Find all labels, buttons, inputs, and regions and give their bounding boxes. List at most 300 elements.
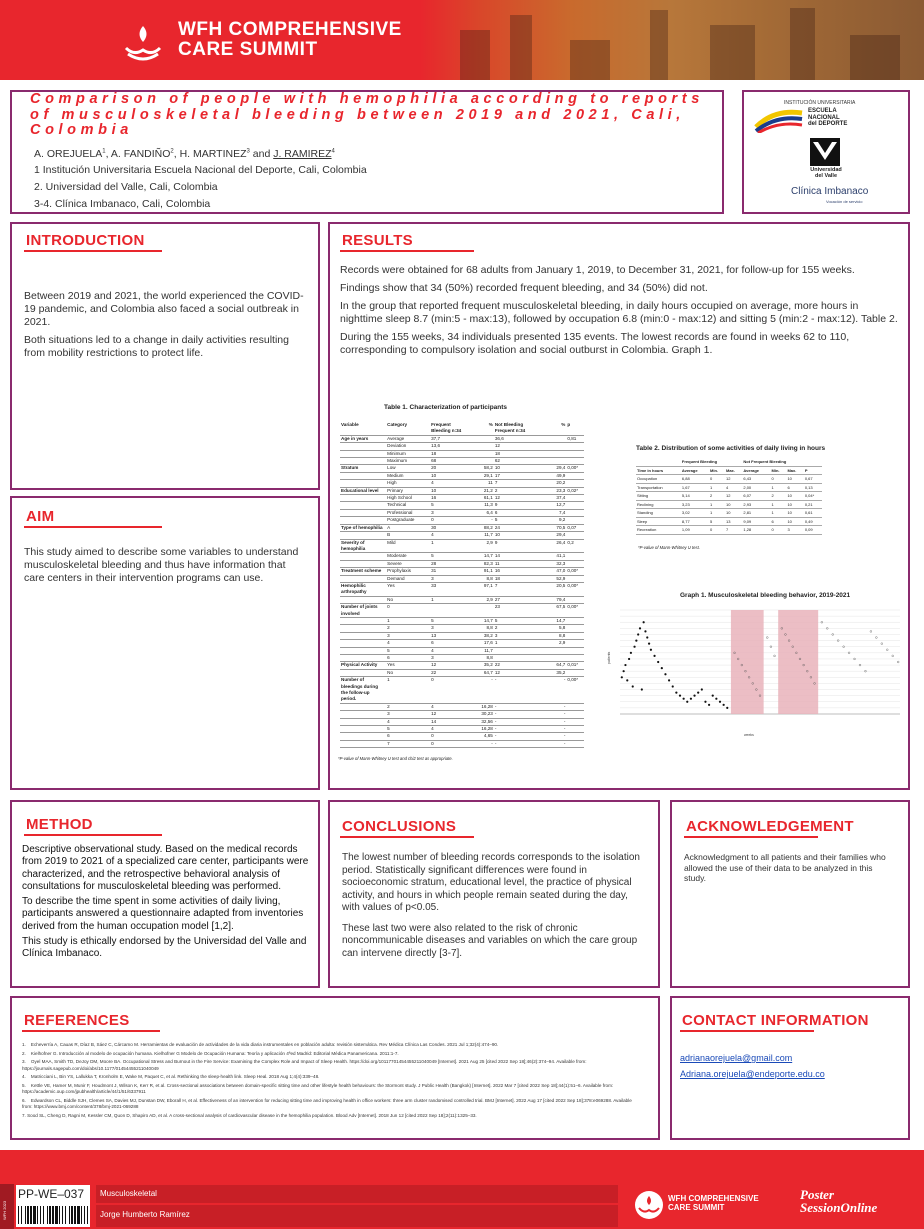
table-cell bbox=[566, 472, 584, 479]
table-cell: 3,23 bbox=[681, 500, 709, 509]
table-cell: Occupation bbox=[636, 475, 681, 484]
table-cell: 1 bbox=[709, 483, 725, 492]
graph1-point bbox=[639, 627, 641, 629]
table-header-cell: Time in hours bbox=[636, 466, 681, 475]
table-row bbox=[636, 526, 822, 535]
affiliation-2: 2. Universidad del Valle, Cali, Colombia bbox=[34, 181, 218, 193]
table-cell: - bbox=[494, 711, 540, 718]
table-cell: 58,2 bbox=[465, 465, 494, 472]
table-cell: 37,7 bbox=[430, 435, 465, 442]
graph1-point bbox=[875, 637, 877, 639]
heading-underline bbox=[340, 836, 474, 838]
table-cell: 2 bbox=[494, 625, 540, 632]
conclusions-text bbox=[342, 852, 648, 965]
imbanaco-logo: Clínica Imbanaco bbox=[791, 186, 869, 197]
table-cell: 9 bbox=[494, 539, 540, 553]
table-row bbox=[340, 625, 584, 632]
end-logo-icon bbox=[754, 107, 804, 133]
footer-side-tag: WFH 2023 bbox=[2, 1200, 7, 1220]
table-cell: Professional bbox=[386, 509, 430, 516]
table-cell: 4 bbox=[430, 480, 465, 487]
table-row bbox=[340, 711, 584, 718]
barcode-bar bbox=[69, 1206, 70, 1224]
table-cell: 9 bbox=[494, 502, 540, 509]
heading-underline bbox=[22, 1030, 160, 1032]
graph1-title: Graph 1. Musculoskeletal bleeding behavior, 2019-2021 bbox=[680, 592, 851, 599]
barcode-bar bbox=[49, 1206, 51, 1224]
barcode-bar bbox=[43, 1206, 44, 1224]
table-cell bbox=[340, 740, 386, 747]
table-cell: 10 bbox=[786, 475, 803, 484]
table-cell: 2 bbox=[386, 703, 430, 710]
table-cell bbox=[340, 647, 386, 654]
table-row bbox=[340, 465, 584, 472]
barcode-bar bbox=[27, 1206, 29, 1224]
table-cell: 4 bbox=[386, 640, 430, 647]
graph1-point bbox=[624, 664, 626, 666]
summit-title bbox=[178, 20, 402, 60]
table-cell: 3 bbox=[386, 711, 430, 718]
reference-item: 5. Kettle VE, Hamer M, Munir F, Houdmont J, Wilson K, Kerr R, et al. Cross-sectional associations between domain-specific sitting time and other lifestyle health behaviours: the Stormont study. J Public Health (Bangkok) [Internet]. 2022 Mar 7 [cited 2022 Sep 18];44(1):51–6. Available from: https://academic.oup.com/jpubhealth/article/44/1/51/6337911 bbox=[22, 1083, 614, 1095]
table-cell bbox=[566, 443, 584, 450]
author-sup: 2 bbox=[170, 148, 174, 155]
table-cell: 0,49 bbox=[804, 517, 822, 526]
table-cell: 27 bbox=[494, 596, 540, 603]
table-cell: 1 bbox=[771, 483, 787, 492]
table-cell: High School bbox=[386, 495, 430, 502]
table-cell bbox=[494, 655, 540, 662]
table-header-cell: Frequent Bleeding n:34 bbox=[430, 422, 465, 435]
graph1-point bbox=[726, 707, 728, 709]
table-cell: Type of hemophilia bbox=[340, 524, 386, 531]
table-header-cell bbox=[636, 458, 681, 466]
graph1-xlabel: weeks bbox=[744, 733, 754, 737]
barcode-bar bbox=[47, 1206, 48, 1224]
graph1-point bbox=[661, 667, 663, 669]
table1-header-row bbox=[340, 422, 584, 435]
table-cell: 12 bbox=[494, 495, 540, 502]
table-cell: - bbox=[540, 711, 566, 718]
table-cell: 10 bbox=[786, 492, 803, 501]
author-sup: 4 bbox=[331, 148, 335, 155]
table-cell bbox=[465, 435, 494, 442]
heading-underline bbox=[24, 834, 162, 836]
poster-session-online-logo bbox=[800, 1188, 877, 1214]
table-cell: 4 bbox=[430, 703, 465, 710]
reference-item: 4. Matricciani L, Bin YS, Lallukka T, Kronholm E, Wake M, Paquet C, et al. Rethinking the sleep-health link. Sleep Heal. 2018 Aug 1;4(4):339–48. bbox=[22, 1074, 320, 1080]
table-cell: B bbox=[386, 532, 430, 539]
wfh-hands-icon bbox=[120, 18, 166, 64]
table2-body bbox=[636, 475, 822, 535]
table-cell bbox=[340, 625, 386, 632]
table-cell bbox=[566, 669, 584, 676]
table-cell: 61,1 bbox=[465, 495, 494, 502]
table-cell: 35,2 bbox=[540, 669, 566, 676]
table-cell: 16,28 bbox=[465, 726, 494, 733]
footer-summit-line: CARE SUMMIT bbox=[668, 1203, 725, 1212]
table-cell: - bbox=[465, 740, 494, 747]
table-cell bbox=[566, 553, 584, 560]
graph1-point bbox=[650, 649, 652, 651]
table-row bbox=[340, 568, 584, 575]
table-cell: 1 bbox=[494, 640, 540, 647]
table-cell: 37,4 bbox=[540, 495, 566, 502]
table-cell: 3 bbox=[430, 655, 465, 662]
reference-item: 7. Sood SL, Cheng D, Ragni M, Kessler CM, Quon D, Shapiro AD, et al. A cross-sectional analysis of cardiovascular disease in the hemophilia population. Blood Adv [Internet]. 2018 Jun 12 [cited 2022 Sep 18];2(11):1325–33. bbox=[22, 1112, 477, 1118]
table-cell: 0 bbox=[771, 526, 787, 535]
table-cell: Mild bbox=[386, 539, 430, 553]
barcode-bar bbox=[33, 1206, 36, 1224]
affiliation-1: 1 Institución Universitaria Escuela Nacional del Deporte, Cali, Colombia bbox=[34, 164, 367, 176]
graph1-point bbox=[653, 655, 655, 657]
table-cell: 6 bbox=[771, 517, 787, 526]
graph1-point bbox=[626, 679, 628, 681]
table-cell: 0,2 bbox=[566, 539, 584, 553]
table-cell bbox=[340, 617, 386, 624]
table-cell: No bbox=[386, 596, 430, 603]
heading-underline bbox=[684, 836, 818, 838]
aim-text bbox=[24, 546, 304, 590]
paragraph: In the group that reported frequent musculoskeletal bleeding, in daily hours occupied on average, more hours in nighttime sleep 8.7 (min:5 - max:13), followed by occupation 6.8 (min:0 - max:12) and sitting 5 (min:2 - max:12). Table 2. bbox=[340, 300, 898, 325]
table-cell: 2,9 bbox=[465, 596, 494, 603]
table-cell bbox=[340, 517, 386, 524]
table-cell: 8,8 bbox=[540, 632, 566, 639]
table-cell: 30,23 bbox=[465, 711, 494, 718]
table-cell: Medium bbox=[386, 472, 430, 479]
table-cell: 12,7 bbox=[540, 502, 566, 509]
graph1-point bbox=[630, 652, 632, 654]
reference-item: 3. Oyel MAA, Smith TD, DeJoy DM, Moore BA. Occupational Stress and Burnout in the Fire Service: Examining the Complex Role and Impact of Sleep Health. https://doi.org/10117701454455211040049 [Internet]. 2021 Aug 25 [cited 2022 Sep 18];46(2):374–94. Available from: https://journals.sagepub.com/doi/abs/10.1177/01454455211040049 bbox=[22, 1059, 587, 1071]
author-sup: 3 bbox=[246, 148, 250, 155]
footer-presenter: Jorge Humberto Ramírez bbox=[100, 1210, 190, 1219]
table-cell: 16 bbox=[494, 568, 540, 575]
paragraph: These last two were also related to the risk of chronic noncommunicable diseases and variables on which the care group can intervene directly [3-7]. bbox=[342, 922, 638, 959]
author-name: A. OREJUELA bbox=[34, 148, 103, 160]
table-cell: 26,4 bbox=[540, 539, 566, 553]
barcode-bar bbox=[55, 1206, 58, 1224]
table-cell bbox=[340, 711, 386, 718]
table-cell: 3 bbox=[430, 625, 465, 632]
table-cell: 79,4 bbox=[540, 596, 566, 603]
graph1-point bbox=[644, 630, 646, 632]
table-cell: 10 bbox=[725, 509, 742, 518]
table-cell: 24 bbox=[494, 524, 540, 531]
paragraph: Records were obtained for 68 adults from January 1, 2019, to December 31, 2021, for follow-up for 155 weeks. bbox=[340, 264, 855, 276]
table-cell: 0,00* bbox=[566, 568, 584, 575]
table-cell: 14,7 bbox=[540, 617, 566, 624]
table-cell: 4 bbox=[386, 718, 430, 725]
references-list bbox=[22, 1042, 638, 1122]
table-cell bbox=[566, 617, 584, 624]
table-cell: Reclining bbox=[636, 500, 681, 509]
table-cell: 12 bbox=[725, 475, 742, 484]
table-cell bbox=[566, 502, 584, 509]
table-cell: 4 bbox=[725, 483, 742, 492]
table-header-cell: Min. bbox=[771, 466, 787, 475]
barcode-bar bbox=[77, 1206, 80, 1224]
univalle-line: Universidad bbox=[810, 167, 842, 173]
table-cell: 11 bbox=[494, 560, 540, 567]
table-row bbox=[340, 604, 584, 618]
table-cell: 18 bbox=[494, 575, 540, 582]
table-cell: 7,4 bbox=[540, 509, 566, 516]
table-cell: 3,02 bbox=[681, 509, 709, 518]
table-cell: 67,5 bbox=[540, 604, 566, 618]
table-cell: 0,02* bbox=[566, 487, 584, 494]
table-cell: 0 bbox=[709, 475, 725, 484]
table-cell: 29,1 bbox=[465, 472, 494, 479]
table-row bbox=[636, 517, 822, 526]
table-cell: 64,7 bbox=[465, 669, 494, 676]
table-cell: 28 bbox=[430, 560, 465, 567]
table-cell: 0,01* bbox=[566, 662, 584, 669]
table-cell bbox=[566, 560, 584, 567]
barcode-bar bbox=[59, 1206, 60, 1224]
table-cell: High bbox=[386, 480, 430, 487]
table-cell bbox=[340, 575, 386, 582]
introduction-heading: INTRODUCTION bbox=[26, 232, 145, 249]
table-cell: 3 bbox=[786, 526, 803, 535]
table-cell bbox=[465, 458, 494, 465]
table-cell: 2 bbox=[386, 625, 430, 632]
table-cell: 0 bbox=[386, 604, 430, 618]
table-cell bbox=[566, 458, 584, 465]
table1 bbox=[340, 422, 584, 748]
table-cell: Prophylaxis bbox=[386, 568, 430, 575]
barcode-bar bbox=[81, 1206, 82, 1224]
footer-summit-line: WFH COMPREHENSIVE bbox=[668, 1194, 759, 1203]
table-cell: 70,5 bbox=[540, 524, 566, 531]
aim-heading: AIM bbox=[26, 508, 55, 525]
table-cell: Sleep bbox=[636, 517, 681, 526]
acknowledgement-heading: ACKNOWLEDGEMENT bbox=[686, 818, 854, 835]
table-cell: 8,8 bbox=[465, 575, 494, 582]
table-cell: 4 bbox=[430, 726, 465, 733]
table-cell bbox=[340, 553, 386, 560]
table-cell: - bbox=[494, 677, 540, 704]
table-cell: Technical bbox=[386, 502, 430, 509]
table-cell bbox=[494, 647, 540, 654]
table-cell bbox=[540, 450, 566, 457]
table-cell: 23,3 bbox=[540, 487, 566, 494]
table-cell bbox=[340, 560, 386, 567]
table-cell bbox=[340, 472, 386, 479]
table-cell: 14 bbox=[494, 553, 540, 560]
univalle-logo-text bbox=[808, 167, 844, 179]
barcode-bar bbox=[84, 1206, 85, 1224]
table-row bbox=[340, 640, 584, 647]
graph1-point bbox=[632, 685, 634, 687]
table-cell: - bbox=[540, 740, 566, 747]
wfh-footer-hands-icon bbox=[634, 1190, 664, 1220]
table-row bbox=[636, 500, 822, 509]
table-cell bbox=[566, 517, 584, 524]
table-cell: 16,28 bbox=[465, 703, 494, 710]
table-cell bbox=[540, 655, 566, 662]
table-cell bbox=[566, 640, 584, 647]
graph1-point bbox=[712, 695, 714, 697]
graph1-point bbox=[723, 704, 725, 706]
table-cell: - bbox=[494, 740, 540, 747]
table-cell bbox=[340, 596, 386, 603]
table-cell: Low bbox=[386, 465, 430, 472]
table-cell: 0 bbox=[430, 733, 465, 740]
table-cell: 13,6 bbox=[430, 443, 465, 450]
table-cell: 6 bbox=[786, 483, 803, 492]
table-cell bbox=[430, 604, 465, 618]
table-cell bbox=[540, 435, 566, 442]
table-cell: 6,43 bbox=[742, 475, 770, 484]
graph1-point bbox=[641, 688, 643, 690]
barcode-bar bbox=[71, 1206, 73, 1224]
table-cell: Physical Activity bbox=[340, 662, 386, 669]
paragraph: The lowest number of bleeding records corresponds to the isolation period. Statistically significant differences were found in socioeconomic stratum, educational level, the practice of physical activity, and hours in which people remain seated during the day, with values of p<0.05. bbox=[342, 852, 640, 913]
table-cell: 18 bbox=[494, 450, 540, 457]
table-cell: 6 bbox=[430, 640, 465, 647]
table-cell bbox=[340, 458, 386, 465]
table-cell: 6 bbox=[386, 733, 430, 740]
table-cell bbox=[566, 509, 584, 516]
table-cell: Severity of hemophilia bbox=[340, 539, 386, 553]
introduction-text bbox=[24, 290, 304, 365]
table-cell: 6,88 bbox=[681, 475, 709, 484]
table-cell: 20,5 bbox=[540, 582, 566, 596]
contact-email-link[interactable]: adrianaorejuela@gmail.com bbox=[680, 1053, 793, 1063]
table-cell: 7 bbox=[494, 582, 540, 596]
author-name: H. MARTINEZ bbox=[179, 148, 247, 160]
table-cell: 5,8 bbox=[540, 625, 566, 632]
table-cell: 0,00* bbox=[566, 465, 584, 472]
table-cell: 41,1 bbox=[540, 553, 566, 560]
table-cell: 12 bbox=[430, 711, 465, 718]
table-header-cell: P bbox=[804, 466, 822, 475]
references-heading: REFERENCES bbox=[24, 1012, 130, 1029]
table-cell: 12 bbox=[725, 492, 742, 501]
table-cell: 4 bbox=[430, 532, 465, 539]
table-cell: 0,61 bbox=[804, 509, 822, 518]
header-city-photo bbox=[420, 0, 924, 80]
table-cell: - bbox=[465, 677, 494, 704]
table-cell bbox=[566, 655, 584, 662]
contact-email-link[interactable]: Adriana.orejuela@endeporte.edu.co bbox=[680, 1069, 825, 1079]
table-cell bbox=[566, 532, 584, 539]
table-header-cell: Variable bbox=[340, 422, 386, 435]
table-cell: 62 bbox=[494, 458, 540, 465]
graph1-point bbox=[628, 658, 630, 660]
table-cell: 18 bbox=[430, 450, 465, 457]
reference-item: 6. Edwardson CL, Biddle SJH, Clemes SA, Davies MJ, Dunstan DW, Eborall H, et al. Effectiveness of an intervention for reducing sitting time and improving health in office workers: three arm cluster randomised controlled trial. BMJ [Internet]. 2022 Aug 17 [cited 2022 Sep 18];378:e069288. Available from: https://www.bmj.com/content/378/bmj-2021-069288 bbox=[22, 1097, 632, 1110]
table-row bbox=[340, 669, 584, 676]
table-cell: Maximum bbox=[386, 458, 430, 465]
table-cell: 22 bbox=[430, 669, 465, 676]
table-cell: Transportation bbox=[636, 483, 681, 492]
graph1-point bbox=[701, 688, 703, 690]
table-cell: 5,14 bbox=[681, 492, 709, 501]
table-cell: 1,09 bbox=[681, 526, 709, 535]
table-cell: 10 bbox=[725, 500, 742, 509]
table-cell: 33 bbox=[430, 582, 465, 596]
table-cell: 11,3 bbox=[465, 502, 494, 509]
pso-line: Poster bbox=[800, 1187, 834, 1202]
table-cell: 13 bbox=[430, 632, 465, 639]
table-header-cell: Max. bbox=[786, 466, 803, 475]
table-cell bbox=[566, 647, 584, 654]
table-cell: Average bbox=[386, 435, 430, 442]
table-cell bbox=[340, 532, 386, 539]
table-cell: 10 bbox=[430, 487, 465, 494]
table-cell: No bbox=[386, 669, 430, 676]
table-row bbox=[340, 517, 584, 524]
table-cell: 10 bbox=[786, 517, 803, 526]
table-cell bbox=[340, 655, 386, 662]
table-cell: 16 bbox=[430, 495, 465, 502]
table-cell bbox=[465, 604, 494, 618]
graph1-point bbox=[621, 676, 623, 678]
table-row bbox=[340, 726, 584, 733]
table-header-cell: Average bbox=[681, 466, 709, 475]
table-cell: 3 bbox=[430, 509, 465, 516]
table-cell: Primary bbox=[386, 487, 430, 494]
table-cell: 2 bbox=[771, 492, 787, 501]
graph1-shaded-regions bbox=[731, 610, 818, 714]
results-text bbox=[340, 264, 898, 362]
table-cell: Number of joints involved bbox=[340, 604, 386, 618]
table-cell bbox=[566, 596, 584, 603]
table-cell: Standing bbox=[636, 509, 681, 518]
author-name: A. FANDIÑO bbox=[110, 148, 171, 160]
table-cell: Treatment scheme bbox=[340, 568, 386, 575]
table-cell: 29,4 bbox=[540, 532, 566, 539]
table1-footnote: *P-value of Mann-Whitney U test and chi2 test as appropriate. bbox=[338, 756, 453, 761]
table-cell: Deviation bbox=[386, 443, 430, 450]
table-cell: 20,2 bbox=[540, 480, 566, 487]
heading-underline bbox=[680, 1030, 814, 1032]
table-row bbox=[340, 495, 584, 502]
table-cell bbox=[465, 450, 494, 457]
graph1-point bbox=[672, 685, 674, 687]
table-cell: 0,21 bbox=[804, 500, 822, 509]
graph1-point bbox=[648, 643, 650, 645]
graph1-point bbox=[897, 661, 899, 663]
table-cell: 1,28 bbox=[742, 526, 770, 535]
end-logo-text bbox=[808, 108, 847, 128]
table-header-cell: Average bbox=[742, 466, 770, 475]
graph1-point bbox=[635, 639, 637, 641]
table-cell: 3 bbox=[430, 575, 465, 582]
graph1-shaded-region bbox=[731, 610, 764, 714]
table2-footnote: *P-value of Mann-Whitney U test. bbox=[638, 545, 700, 550]
table-cell: 12 bbox=[494, 443, 540, 450]
table-cell bbox=[340, 632, 386, 639]
table-cell: - bbox=[540, 718, 566, 725]
graph1-point bbox=[892, 655, 894, 657]
table-cell bbox=[566, 703, 584, 710]
table-row bbox=[340, 733, 584, 740]
table-cell bbox=[340, 509, 386, 516]
table-cell: 10 bbox=[786, 509, 803, 518]
table-row bbox=[340, 524, 584, 531]
table-cell: 0,04* bbox=[804, 492, 822, 501]
table-cell: 9,09 bbox=[742, 517, 770, 526]
table-cell: 32,3 bbox=[540, 560, 566, 567]
graph1-point bbox=[646, 636, 648, 638]
graph1-point bbox=[675, 691, 677, 693]
table-cell: 23 bbox=[494, 604, 540, 618]
table-cell bbox=[340, 443, 386, 450]
table-cell bbox=[540, 443, 566, 450]
barcode-bar bbox=[21, 1206, 22, 1224]
table-cell: 38,2 bbox=[465, 632, 494, 639]
